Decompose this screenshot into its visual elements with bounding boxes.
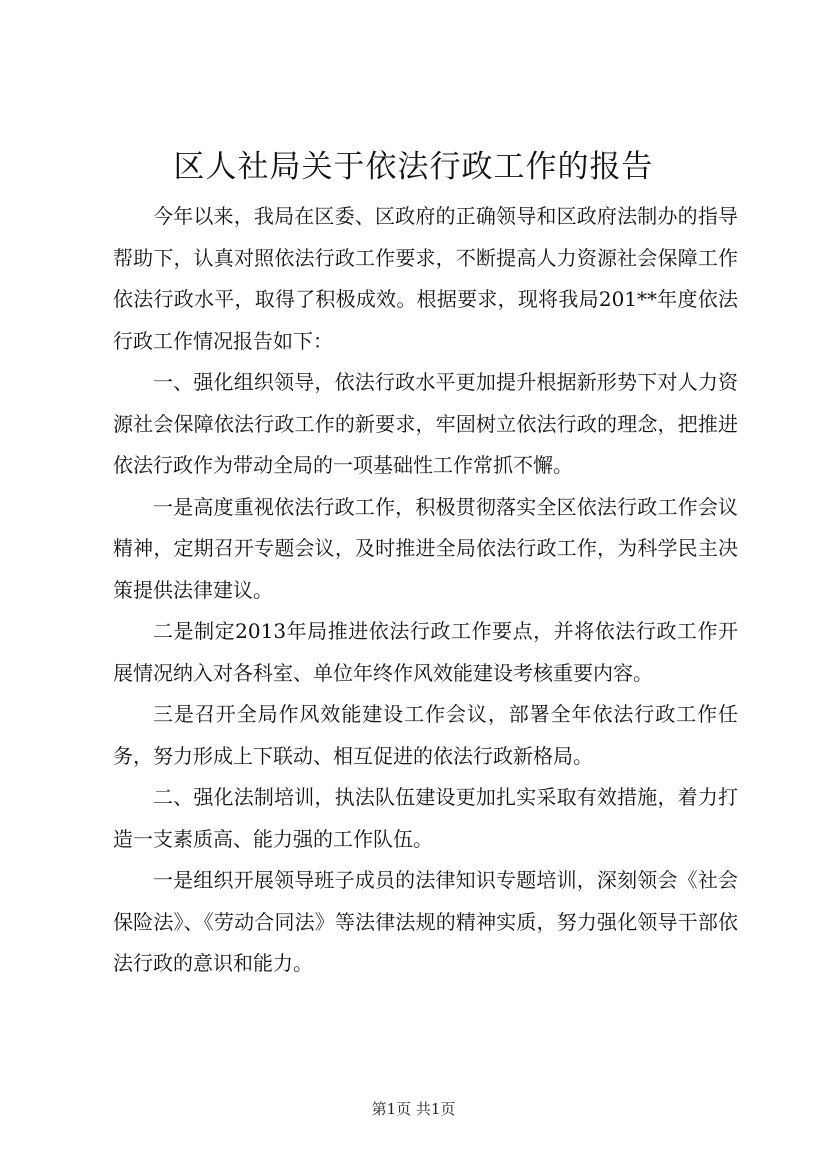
paragraph-item-1-3: 三是召开全局作风效能建设工作会议，部署全年依法行政工作任务，努力形成上下联动、相互促进的依法行政新格局。 <box>113 702 738 768</box>
document-body <box>113 196 738 985</box>
paragraph-intro: 今年以来，我局在区委、区政府的正确领导和区政府法制办的指导帮助下，认真对照依法行政工作要求，不断提高人力资源社会保障工作依法行政水平，取得了积极成效。根据要求，现将我局201**年度依法行政工作情况报告如下： <box>113 204 738 353</box>
paragraph-section-2: 二、强化法制培训，执法队伍建设更加扎实采取有效措施，着力打造一支素质高、能力强的工作队伍。 <box>113 785 738 851</box>
paragraph-item-2-1: 一是组织开展领导班子成员的法律知识专题培训，深刻领会《社会保险法》、《劳动合同法》等法律法规的精神实质，努力强化领导干部依法行政的意识和能力。 <box>113 868 738 975</box>
document-title: 区人社局关于依法行政工作的报告 <box>173 149 654 185</box>
paragraph-item-1-2: 二是制定2013年局推进依法行政工作要点，并将依法行政工作开展情况纳入对各科室、单位年终作风效能建设考核重要内容。 <box>113 619 738 685</box>
paragraph-item-1-1: 一是高度重视依法行政工作，积极贯彻落实全区依法行政工作会议精神，定期召开专题会议，及时推进全局依法行政工作，为科学民主决策提供法律建议。 <box>113 494 738 602</box>
paragraph-section-1: 一、强化组织领导，依法行政水平更加提升根据新形势下对人力资源社会保障依法行政工作的新要求，牢固树立依法行政的理念，把推进依法行政作为带动全局的一项基础性工作常抓不懈。 <box>113 370 738 477</box>
page-footer: 第1页 共1页 <box>371 1100 456 1118</box>
